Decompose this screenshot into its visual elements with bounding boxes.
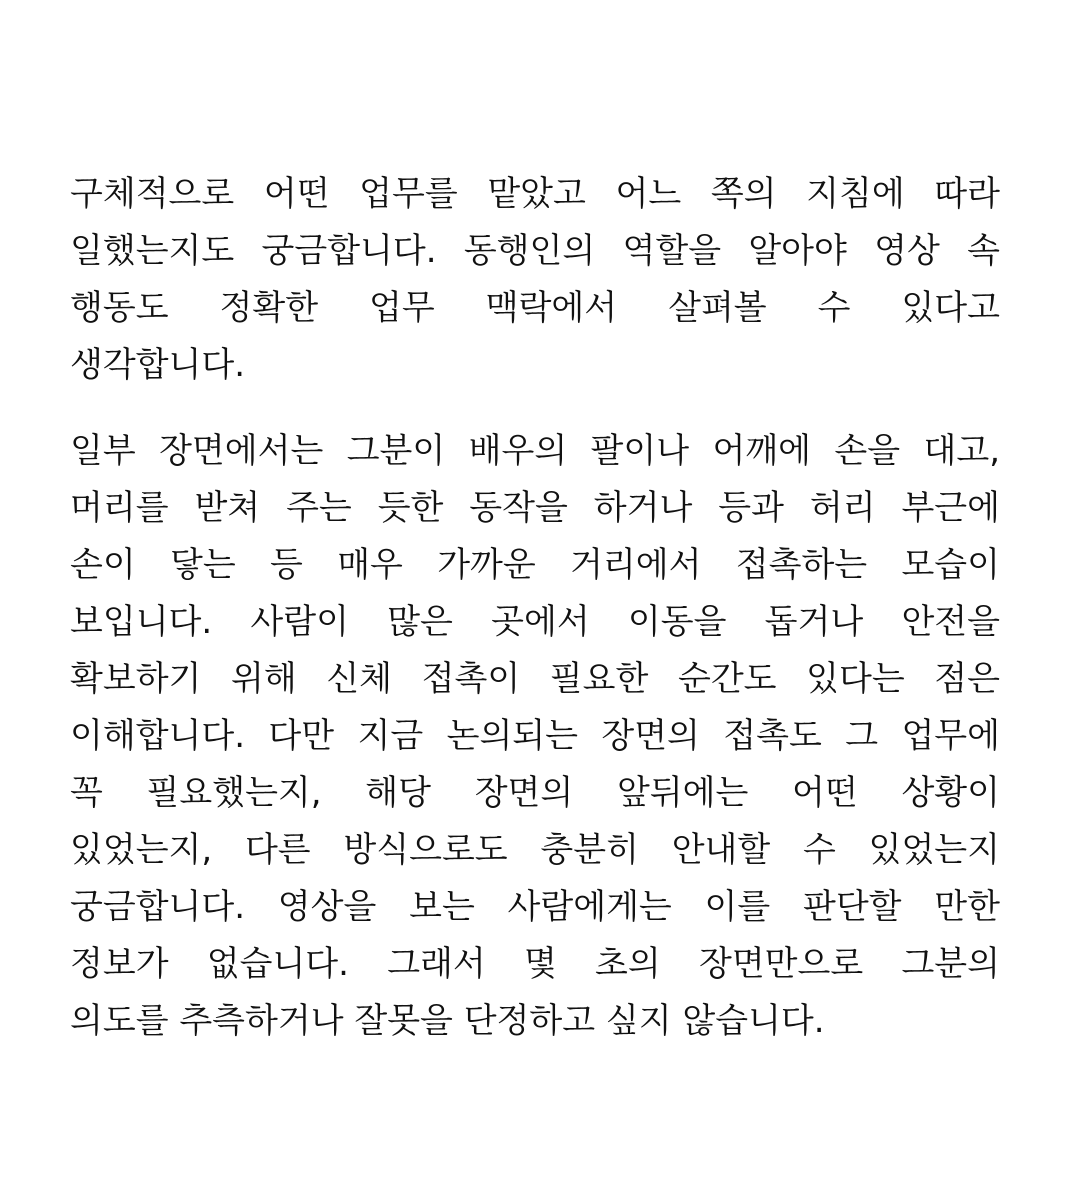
paragraph-1-line-4: 생각합니다. [70,345,246,385]
paragraph-2-line-9: 궁금합니다. 영상을 보는 사람에게는 이를 판단할 만한 [70,887,1000,927]
paragraph-2-line-4: 보입니다. 사람이 많은 곳에서 이동을 돕거나 안전을 [70,602,1000,642]
paragraph-2-line-5: 확보하기 위해 신체 접촉이 필요한 순간도 있다는 점은 [70,659,1000,699]
paragraph-1-line-1: 구체적으로 어떤 업무를 맡았고 어느 쪽의 지침에 따라 [70,174,1000,214]
paragraph-2-line-2: 머리를 받쳐 주는 듯한 동작을 하거나 등과 허리 부근에 [70,488,1000,528]
paragraph-2-line-8: 있었는지, 다른 방식으로도 충분히 안내할 수 있었는지 [70,830,1000,870]
paragraph-2-line-7: 꼭 필요했는지, 해당 장면의 앞뒤에는 어떤 상황이 [70,773,1000,813]
paragraph-2-line-3: 손이 닿는 등 매우 가까운 거리에서 접촉하는 모습이 [70,545,1000,585]
paragraph-2 [70,423,1000,1050]
paragraph-1 [70,166,1000,394]
paragraph-2-line-10: 정보가 없습니다. 그래서 몇 초의 장면만으로 그분의 [70,944,1000,984]
paragraph-1-line-3: 행동도 정확한 업무 맥락에서 살펴볼 수 있다고 [70,288,1000,328]
paragraph-1-line-2: 일했는지도 궁금합니다. 동행인의 역할을 알아야 영상 속 [70,231,1000,271]
paragraph-2-line-11: 의도를 추측하거나 잘못을 단정하고 싶지 않습니다. [70,1001,825,1041]
paragraph-2-line-6: 이해합니다. 다만 지금 논의되는 장면의 접촉도 그 업무에 [70,716,1000,756]
paragraph-2-line-1: 일부 장면에서는 그분이 배우의 팔이나 어깨에 손을 대고, [70,431,1000,471]
